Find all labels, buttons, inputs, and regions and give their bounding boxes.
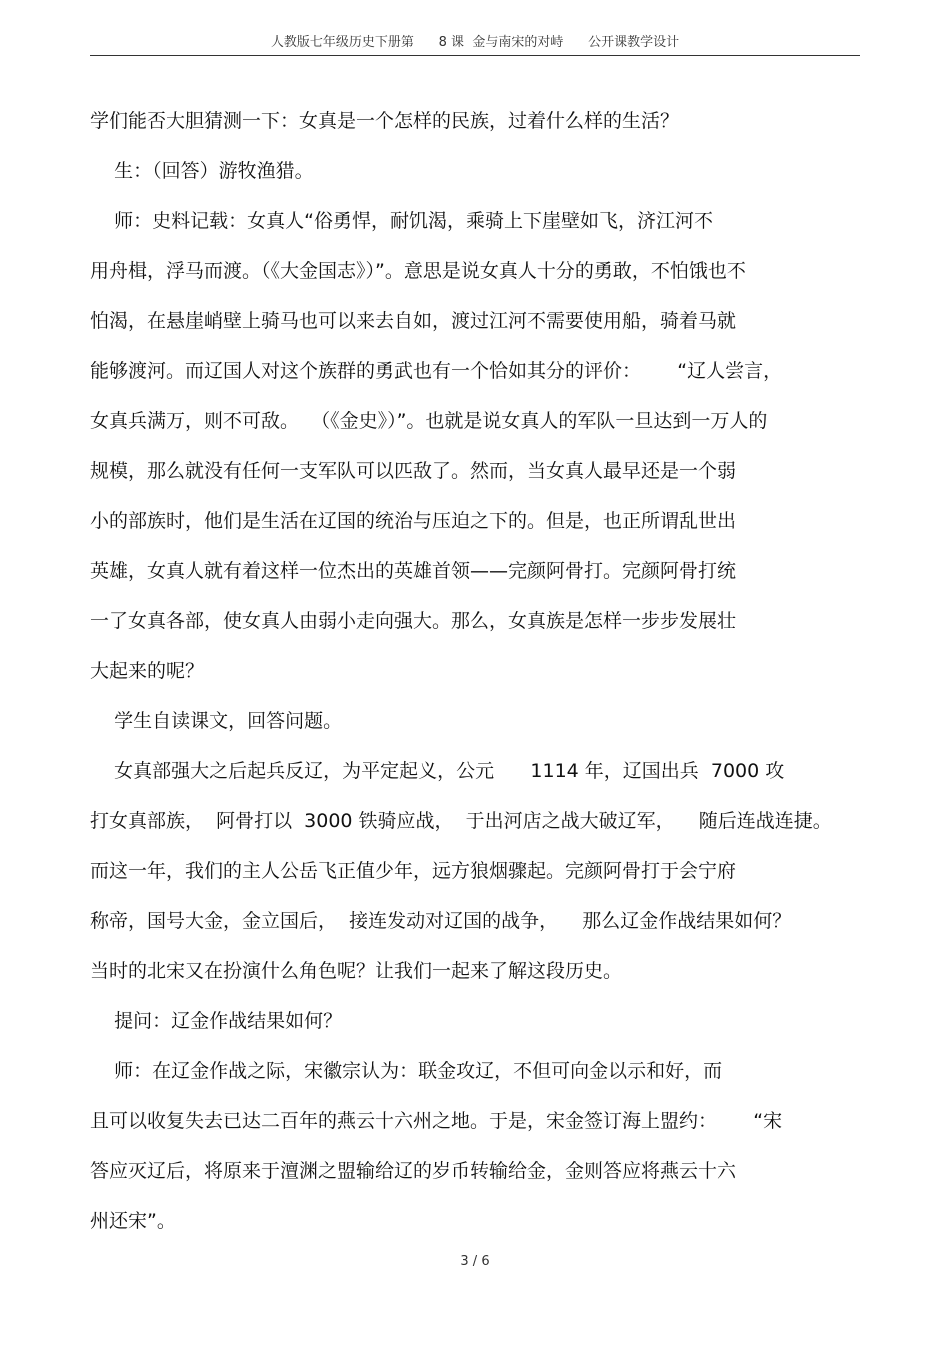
text-line: 学们能否大胆猜测一下：女真是一个怎样的民族，过着什么样的生活？ [90,110,680,132]
text-line: 大起来的呢？ [90,660,205,682]
text-line: 而这一年，我们的主人公岳飞正值少年，远方狼烟骤起。完颜阿骨打于会宁府 [90,860,737,882]
text-line: 州还宋”。 [90,1210,176,1232]
text-line: 小的部族时，他们是生活在辽国的统治与压迫之下的。但是，也正所谓乱世出 [90,510,737,532]
text-line: 答应灭辽后，将原来于澶渊之盟输给辽的岁币转输给金，金则答应将燕云十六 [90,1160,737,1182]
text-line: 称帝，国号大金，金立国后， 接连发动对辽国的战争， 那么辽金作战结果如何？ [90,910,792,932]
text-line: 且可以收复失去已达二百年的燕云十六州之地。于是，宋金签订海上盟约： “宋 [90,1110,783,1132]
text-line: 学生自读课文，回答问题。 [90,710,343,732]
text-line: 女真兵满万，则不可敌。 （《金史》）”。也就是说女真人的军队一旦达到一万人的 [90,410,768,432]
page-number: 3 / 6 [460,1254,490,1269]
text-line: 怕渴，在悬崖峭壁上骑马也可以来去自如，渡过江河不需要使用船，骑着马就 [90,310,737,332]
text-line: 用舟楫，浮马而渡。（《大金国志》）”。意思是说女真人十分的勇敢，不怕饿也不 [90,260,746,282]
text-line: 师：史料记载：女真人“俗勇悍，耐饥渴，乘骑上下崖壁如飞，济江河不 [90,210,714,232]
text-line: 生：（回答）游牧渔猎。 [90,160,314,182]
text-line: 女真部强大之后起兵反辽，为平定起义，公元 1114 年，辽国出兵 7000 攻 [90,760,785,782]
text-line: 英雄，女真人就有着这样一位杰出的英雄首领——完颜阿骨打。完颜阿骨打统 [90,560,737,582]
text-line: 提问：辽金作战结果如何？ [90,1010,343,1032]
text-line: 能够渡河。而辽国人对这个族群的勇武也有一个恰如其分的评价： “辽人尝言， [90,360,783,382]
text-line: 一了女真各部，使女真人由弱小走向强大。那么，女真族是怎样一步步发展壮 [90,610,737,632]
text-line: 当时的北宋又在扮演什么角色呢？让我们一起来了解这段历史。 [90,960,623,982]
running-header: 人教版七年级历史下册第 8 课 金与南宋的对峙 公开课教学设计 [90,33,860,56]
text-line: 师：在辽金作战之际，宋徽宗认为：联金攻辽，不但可向金以示和好，而 [90,1060,723,1082]
text-line: 规模，那么就没有任何一支军队可以匹敌了。然而，当女真人最早还是一个弱 [90,460,737,482]
text-line: 打女真部族， 阿骨打以 3000 铁骑应战， 于出河店之战大破辽军， 随后连战连捷。 [90,810,832,832]
